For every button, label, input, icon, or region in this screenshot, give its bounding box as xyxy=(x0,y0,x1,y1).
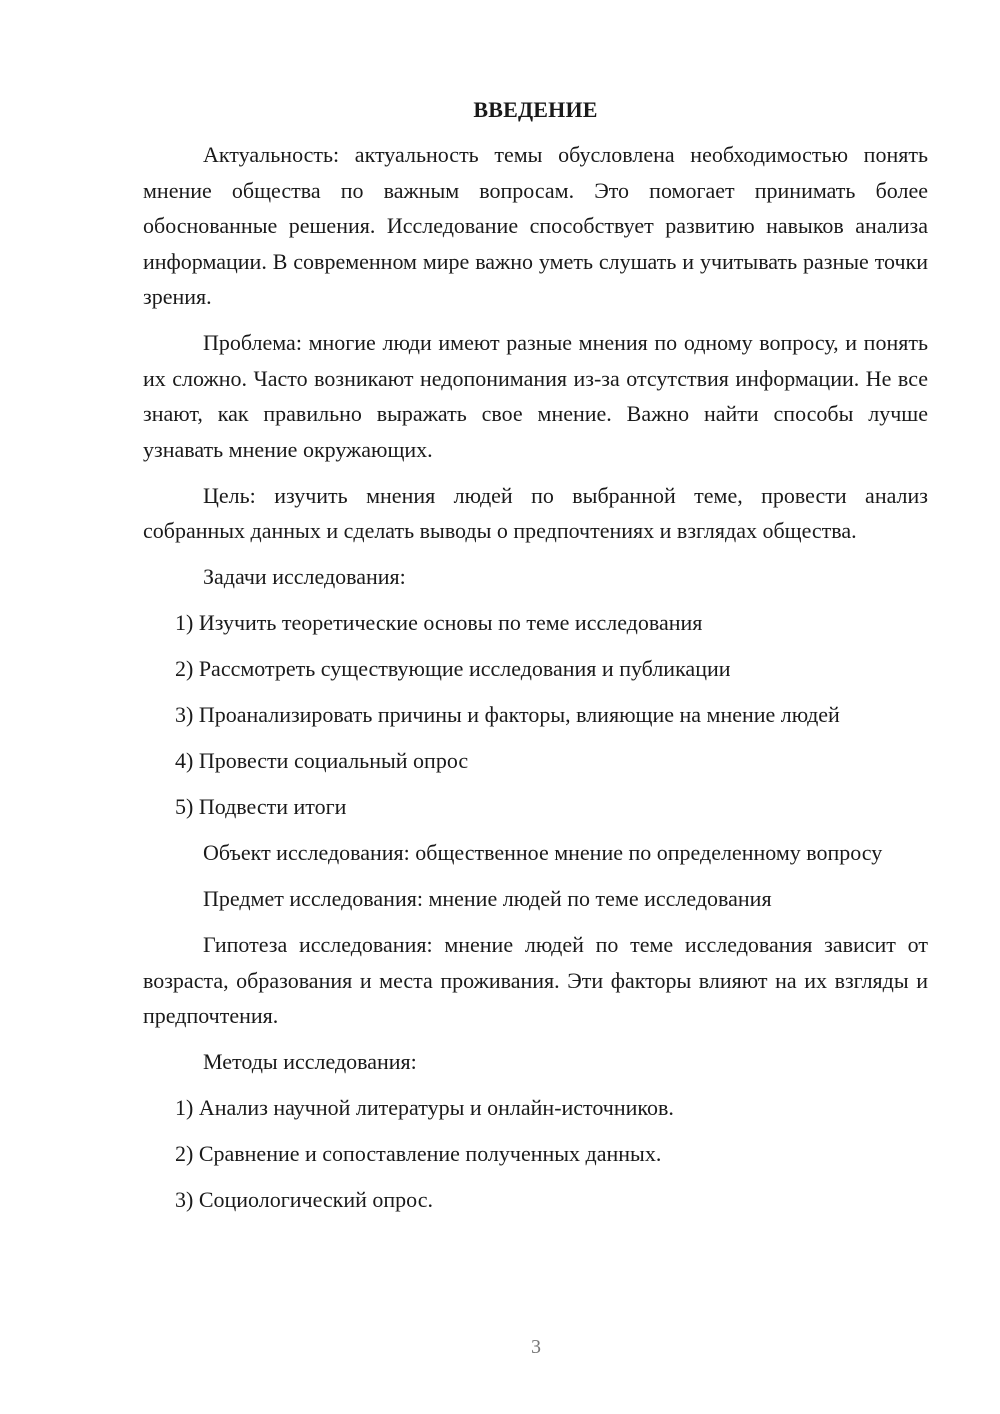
paragraph-tasks-heading: Задачи исследования: xyxy=(203,564,406,589)
paragraph-subject: Предмет исследования: мнение людей по теме исследования xyxy=(203,886,772,911)
list-item: 2) Рассмотреть существующие исследования и публикации xyxy=(175,656,731,681)
paragraph-object: Объект исследования: общественное мнение по определенному вопросу xyxy=(203,840,883,865)
paragraph-hypothesis: Гипотеза исследования: мнение людей по теме исследования зависит от возраста, образования и места проживания. Эти факторы влияют на их взгляды и предпочтения. xyxy=(143,932,928,1028)
list-item: 3) Проанализировать причины и факторы, влияющие на мнение людей xyxy=(175,702,840,727)
list-item: 5) Подвести итоги xyxy=(175,794,347,819)
paragraph-problem: Проблема: многие люди имеют разные мнения по одному вопросу, и понять их сложно. Часто возникают недопонимания из-за отсутствия информации. Не все знают, как правильно выражать свое мнение. Важно найти способы лучше узнавать мнение окружающих. xyxy=(143,330,928,462)
list-item: 1) Анализ научной литературы и онлайн-источников. xyxy=(175,1095,674,1120)
text-block xyxy=(143,92,928,1228)
list-item: 2) Сравнение и сопоставление полученных данных. xyxy=(175,1141,662,1166)
list-item: 3) Социологический опрос. xyxy=(175,1187,433,1212)
paragraph-relevance: Актуальность: актуальность темы обусловлена необходимостью понять мнение общества по важным вопросам. Это помогает принимать более обоснованные решения. Исследование способствует развитию навыков анализа информации. В современном мире важно уметь слушать и учитывать разные точки зрения. xyxy=(143,142,928,309)
page-title: ВВЕДЕНИЕ xyxy=(473,97,598,122)
page-number: 3 xyxy=(531,1336,541,1358)
paragraph-goal: Цель: изучить мнения людей по выбранной теме, провести анализ собранных данных и сделать выводы о предпочтениях и взглядах общества. xyxy=(143,482,928,543)
list-item: 1) Изучить теоретические основы по теме исследования xyxy=(175,610,703,635)
paragraph-methods-heading: Методы исследования: xyxy=(203,1049,417,1074)
list-item: 4) Провести социальный опрос xyxy=(175,748,469,773)
